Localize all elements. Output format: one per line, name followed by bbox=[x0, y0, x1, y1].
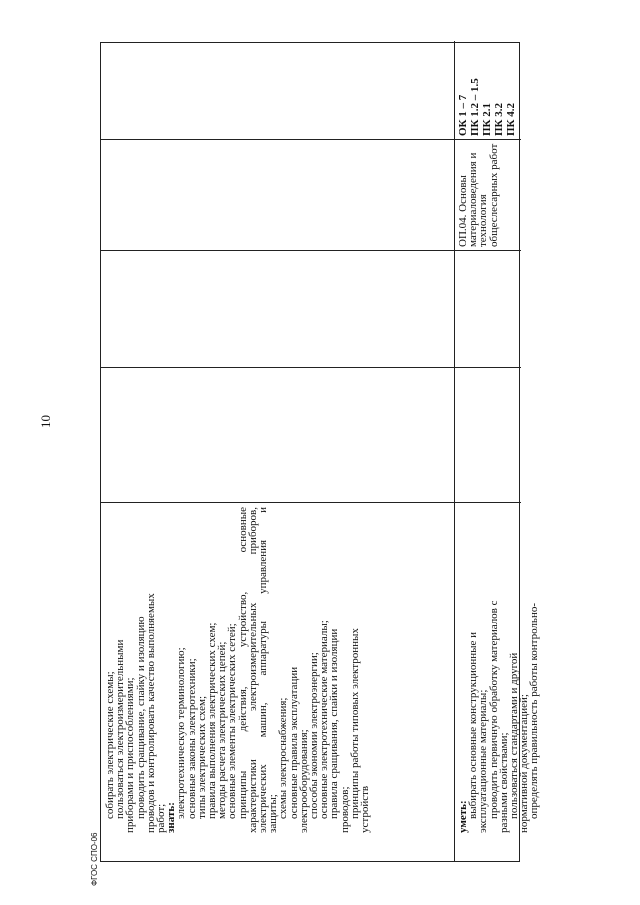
list-item: характеристики электроизмерительных приборов, bbox=[246, 507, 259, 833]
row1-skills-cell bbox=[105, 507, 370, 833]
list-item: основные законы электротехники; bbox=[185, 658, 198, 819]
footer-label: ФГОС СПО-06 bbox=[90, 832, 99, 886]
list-item: разными свойствами; bbox=[497, 732, 510, 833]
column-divider-3 bbox=[101, 250, 521, 251]
list-item: электрооборудования; bbox=[297, 729, 310, 833]
section-heading: знать: bbox=[165, 802, 178, 833]
list-item: проводов и контролировать качество выполняемых bbox=[144, 593, 157, 833]
list-item: основные элементы электрических сетей; bbox=[226, 623, 239, 819]
list-item: электротехническую терминологию; bbox=[175, 647, 188, 819]
list-item: проводов; bbox=[338, 786, 351, 833]
list-item: приборами и приспособлениями; bbox=[124, 677, 137, 833]
list-item: методы расчета электрических цепей; bbox=[216, 641, 229, 819]
list-item: схемы электроснабжения; bbox=[277, 697, 290, 819]
competency-code: ПК 3.2 bbox=[493, 102, 505, 136]
discipline-line: ОП.04. Основы bbox=[457, 175, 469, 247]
list-item: типы электрических схем; bbox=[195, 695, 208, 819]
competency-code: ОК 1 – 7 bbox=[457, 94, 469, 136]
list-item: определять правильность работы контрольно- bbox=[528, 602, 541, 819]
competency-code: ПК 4.2 bbox=[505, 102, 517, 136]
column-divider-4 bbox=[101, 139, 521, 140]
discipline-line: технология bbox=[477, 194, 490, 247]
list-item: основные правила эксплуатации bbox=[287, 666, 300, 819]
competency-code: ПК 1.2 – 1.5 bbox=[469, 78, 481, 136]
standards-table bbox=[100, 42, 541, 862]
list-item: пользоваться электроизмерительными bbox=[114, 639, 127, 819]
list-item: устройств bbox=[359, 785, 372, 833]
list-item: электрических машин, аппаратуры управления и bbox=[257, 507, 270, 833]
list-item: правила выполнения электрических схем; bbox=[206, 622, 219, 819]
column-divider-2 bbox=[101, 367, 521, 368]
list-item: эксплуатационные материалы; bbox=[477, 689, 490, 833]
list-item: правила сращивания, спайки и изоляции bbox=[328, 628, 341, 819]
column-divider-1 bbox=[101, 502, 521, 503]
list-item: принципы действия, устройство, основные bbox=[236, 507, 249, 819]
section-heading: уметь: bbox=[457, 800, 469, 833]
list-item: принципы работы типовых электронных bbox=[348, 628, 361, 819]
row2-skills-cell bbox=[458, 507, 540, 833]
rotated-page bbox=[100, 42, 541, 862]
competency-code: ПК 2.1 bbox=[481, 102, 493, 136]
page-number: 10 bbox=[38, 415, 53, 428]
discipline-line: общеслесарных работ bbox=[487, 143, 500, 247]
discipline-cell bbox=[458, 143, 499, 247]
list-item: защиты; bbox=[267, 794, 280, 833]
list-item: способы экономии электроэнергии; bbox=[308, 652, 321, 819]
list-item: проводить первичную обработку материалов с bbox=[487, 600, 500, 819]
list-item: выбирать основные конструкционные и bbox=[467, 631, 480, 819]
competencies-cell bbox=[457, 44, 517, 136]
discipline-line: материаловедения и bbox=[467, 152, 480, 247]
list-item: проводить сращивание, спайку и изоляцию bbox=[134, 616, 147, 819]
list-item: нормативной документацией; bbox=[518, 694, 531, 833]
row-divider bbox=[454, 41, 455, 861]
list-item: работ; bbox=[155, 803, 168, 833]
list-item: собирать электрические схемы; bbox=[104, 671, 116, 819]
list-item: пользоваться стандартами и другой bbox=[508, 652, 521, 819]
list-item: основные электротехнические материалы; bbox=[318, 620, 331, 819]
